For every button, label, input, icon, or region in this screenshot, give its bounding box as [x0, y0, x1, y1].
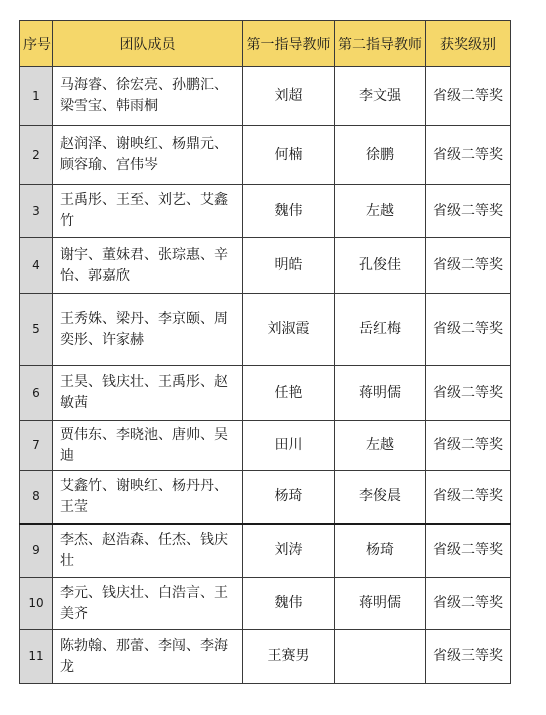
cell-award: 省级二等奖	[426, 366, 511, 421]
awards-table	[19, 20, 511, 684]
cell-members: 艾鑫竹、谢映红、杨丹丹、王莹	[53, 471, 243, 524]
cell-index: 9	[20, 524, 53, 578]
cell-index: 11	[20, 630, 53, 684]
table-row	[20, 67, 511, 126]
cell-teacher2: 李文强	[335, 67, 426, 126]
cell-teacher1: 魏伟	[243, 185, 335, 238]
header-index: 序号	[20, 21, 53, 67]
cell-index: 1	[20, 67, 53, 126]
cell-teacher2: 徐鹏	[335, 126, 426, 185]
cell-members: 陈勃翰、那蕾、李闯、李海龙	[53, 630, 243, 684]
cell-teacher1: 刘超	[243, 67, 335, 126]
cell-members: 马海睿、徐宏亮、孙鹏汇、梁雪宝、韩雨桐	[53, 67, 243, 126]
table-row	[20, 185, 511, 238]
header-teacher1: 第一指导教师	[243, 21, 335, 67]
cell-award: 省级二等奖	[426, 294, 511, 366]
cell-award: 省级二等奖	[426, 185, 511, 238]
cell-award: 省级二等奖	[426, 67, 511, 126]
cell-teacher1: 王赛男	[243, 630, 335, 684]
cell-index: 5	[20, 294, 53, 366]
table-row	[20, 578, 511, 630]
table-row	[20, 630, 511, 684]
cell-teacher2: 左越	[335, 421, 426, 471]
cell-award: 省级二等奖	[426, 471, 511, 524]
table-row	[20, 471, 511, 524]
cell-teacher2: 杨琦	[335, 524, 426, 578]
cell-teacher1: 刘淑霞	[243, 294, 335, 366]
cell-award: 省级二等奖	[426, 524, 511, 578]
cell-index: 2	[20, 126, 53, 185]
header-award: 获奖级别	[426, 21, 511, 67]
cell-index: 7	[20, 421, 53, 471]
cell-teacher2: 左越	[335, 185, 426, 238]
cell-members: 王昊、钱庆壮、王禹彤、赵敏茜	[53, 366, 243, 421]
table-body	[20, 67, 511, 684]
cell-teacher1: 任艳	[243, 366, 335, 421]
cell-members: 李元、钱庆壮、白浩言、王美齐	[53, 578, 243, 630]
cell-teacher1: 田川	[243, 421, 335, 471]
cell-award: 省级二等奖	[426, 238, 511, 294]
header-teacher2: 第二指导教师	[335, 21, 426, 67]
cell-teacher1: 何楠	[243, 126, 335, 185]
cell-teacher2: 李俊晨	[335, 471, 426, 524]
cell-index: 3	[20, 185, 53, 238]
cell-award: 省级二等奖	[426, 578, 511, 630]
cell-teacher2: 蒋明儒	[335, 578, 426, 630]
table-row	[20, 238, 511, 294]
table-row	[20, 421, 511, 471]
header-members: 团队成员	[53, 21, 243, 67]
table-row	[20, 294, 511, 366]
cell-members: 王秀姝、梁丹、李京颐、周奕彤、许家赫	[53, 294, 243, 366]
table-row	[20, 366, 511, 421]
cell-members: 贾伟东、李晓池、唐帅、吴迪	[53, 421, 243, 471]
cell-members: 李杰、赵浩森、任杰、钱庆壮	[53, 524, 243, 578]
cell-index: 8	[20, 471, 53, 524]
cell-award: 省级三等奖	[426, 630, 511, 684]
cell-teacher2	[335, 630, 426, 684]
cell-award: 省级二等奖	[426, 126, 511, 185]
cell-index: 6	[20, 366, 53, 421]
cell-award: 省级二等奖	[426, 421, 511, 471]
cell-teacher2: 孔俊佳	[335, 238, 426, 294]
cell-teacher1: 杨琦	[243, 471, 335, 524]
cell-index: 4	[20, 238, 53, 294]
header-row	[20, 21, 511, 67]
table-row	[20, 524, 511, 578]
cell-teacher1: 明皓	[243, 238, 335, 294]
cell-teacher2: 蒋明儒	[335, 366, 426, 421]
cell-members: 王禹彤、王至、刘艺、艾鑫竹	[53, 185, 243, 238]
cell-teacher1: 魏伟	[243, 578, 335, 630]
cell-members: 谢宇、董妹君、张琮惠、辛怡、郭嘉欣	[53, 238, 243, 294]
table-row	[20, 126, 511, 185]
cell-teacher1: 刘涛	[243, 524, 335, 578]
cell-teacher2: 岳红梅	[335, 294, 426, 366]
cell-members: 赵润泽、谢映红、杨鼎元、顾容瑜、宫伟岑	[53, 126, 243, 185]
cell-index: 10	[20, 578, 53, 630]
